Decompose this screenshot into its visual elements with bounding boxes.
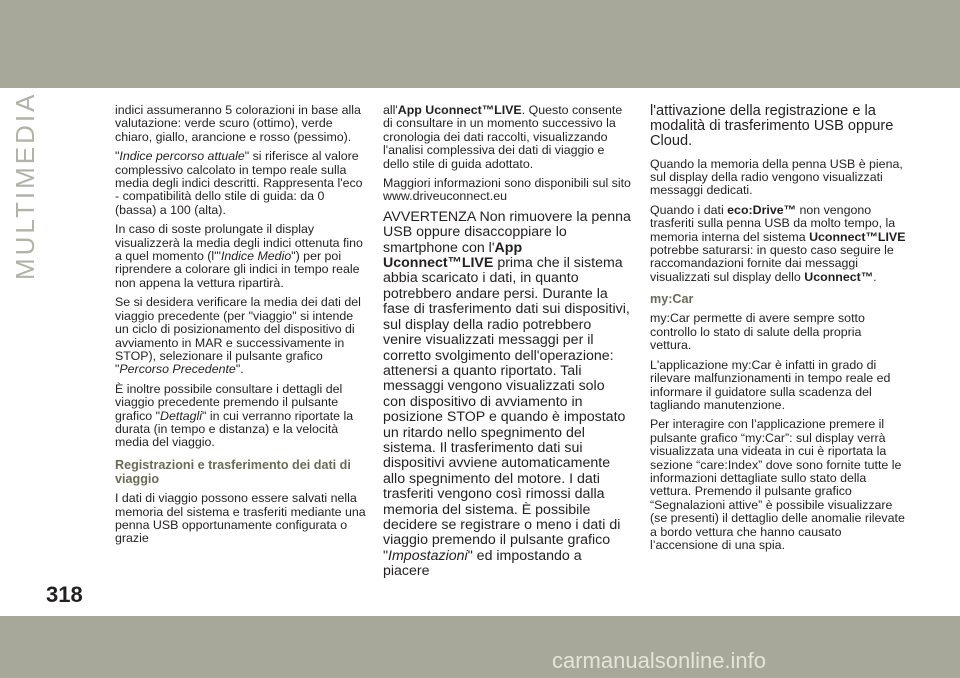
section-label: MULTIMEDIA [10, 91, 40, 280]
footer-band [0, 616, 960, 678]
header-band [0, 0, 960, 88]
warning-note: AVVERTENZA Non rimuovere la penna USB oppure disaccoppiare lo smartphone con l'App Uconnect™LIVE prima che il sistema abbia scaricato i dati, in quanto potrebbero andare persi. Durante la fase di trasferimento dati sui dispositivi, sul display della radio potrebbero venire visualizzati messaggi per il corretto svolgimento dell'operazione: attenersi a quanto riportato. Tali messaggi vengono visualizzati solo con dispositivo di avviamento in posizione STOP e quando è impostato un ritardo nello spegnimento del sistema. Il trasferimento dati sui dispositivi avviene automaticamente allo spegnimento del motore. I dati trasferiti vengono così rimossi dalla memoria del sistema. È possibile decidere se registrare o meno i dati di viaggio premendo il pulsante grafico "Impostazioni" ed impostando a piacere [383, 208, 631, 580]
paragraph: indici assumeranno 5 colorazioni in base alla valutazione: verde scuro (ottimo), verde chiaro, giallo, arancione e rosso (pessimo). [115, 103, 361, 144]
paragraph: Per interagire con l’applicazione premere il pulsante grafico “my:Car”: sul display verrà visualizzata una videata in cui è riportata la sezione “care:Index” dove sono fornite tutte le informazioni dettagliate sullo stato della vettura. Premendo il pulsante grafico “Segnalazioni attive” è possibile visualizzare (se presenti) il dettaglio delle anomalie rilevate a bordo vettura che hanno causato l’accensione di una spia. [650, 417, 905, 552]
paragraph: Se si desidera verificare la media dei dati del viaggio precedente (per "viaggio" si intende un ciclo di posizionamento del dispositivo di avviamento in MAR e successivamente in STOP), selezionare il pulsante grafico "Percorso Precedente". [115, 295, 361, 377]
paragraph: È inoltre possibile consultare i dettagli del viaggio precedente premendo il pulsante grafico "Dettagli" in cui verranno riportate la durata (in tempo e distanza) e la velocità media del viaggio. [115, 381, 354, 450]
watermark-text: carmanualsonline.info [552, 648, 767, 673]
page-number: 318 [46, 582, 83, 607]
section-tab [10, 91, 40, 280]
column-1 [115, 104, 368, 552]
section-heading: my:Car [650, 292, 694, 307]
paragraph: I dati di viaggio possono essere salvati nella memoria del sistema e trasferiti mediante una penna USB opportunamente configurata o grazie [115, 491, 366, 546]
paragraph: In caso di soste prolungate il display visualizzerà la media degli indici ottenuta fino a quel momento (l'"Indice Medio") per poi riprendere a colorare gli indici in tempo reale non appena la vettura ripartirà. [115, 222, 363, 290]
paragraph: my:Car permette di avere sempre sotto controllo lo stato di salute della propria vettura. [650, 311, 865, 353]
paragraph: L'applicazione my:Car è infatti in grado di rilevare malfunzionamenti in tempo reale ed informare il guidatore sulla scadenza del tagliando manutenzione. [650, 357, 891, 412]
paragraph: Quando i dati eco:Drive™ non vengono trasferiti sulla penna USB da molto tempo, la memoria interna del sistema Uconnect™LIVE potrebbe saturarsi: in questo caso seguire le raccomandazioni fornite dai messaggi visualizzati sul display dello Uconnect™. [650, 202, 906, 284]
paragraph: "Indice percorso attuale" si riferisce al valore complessivo calcolato in tempo reale sulla media degli indici descritti. Rappresenta l'eco - compatibilità dello stile di guida: da 0 (bassa) a 100 (alta). [115, 149, 363, 217]
column-2 [383, 104, 631, 586]
paragraph: Quando la memoria della penna USB è piena, sul display della radio vengono visualizzati messaggi dedicati. [650, 156, 903, 198]
column-3 [650, 104, 906, 558]
section-heading: Registrazioni e trasferimento dei dati di viaggio [115, 457, 351, 486]
warning-note-continued: l'attivazione della registrazione e la modalità di trasferimento USB oppure Cloud. [650, 103, 894, 150]
paragraph: Maggiori informazioni sono disponibili sul sito www.driveuconnect.eu [383, 176, 631, 204]
paragraph: all'App Uconnect™LIVE. Questo consente di consultare in un momento successivo la cronologia dei dati raccolti, visualizzando l'analisi complessiva dei dati di viaggio e dello stile di guida adottato. [383, 103, 623, 171]
